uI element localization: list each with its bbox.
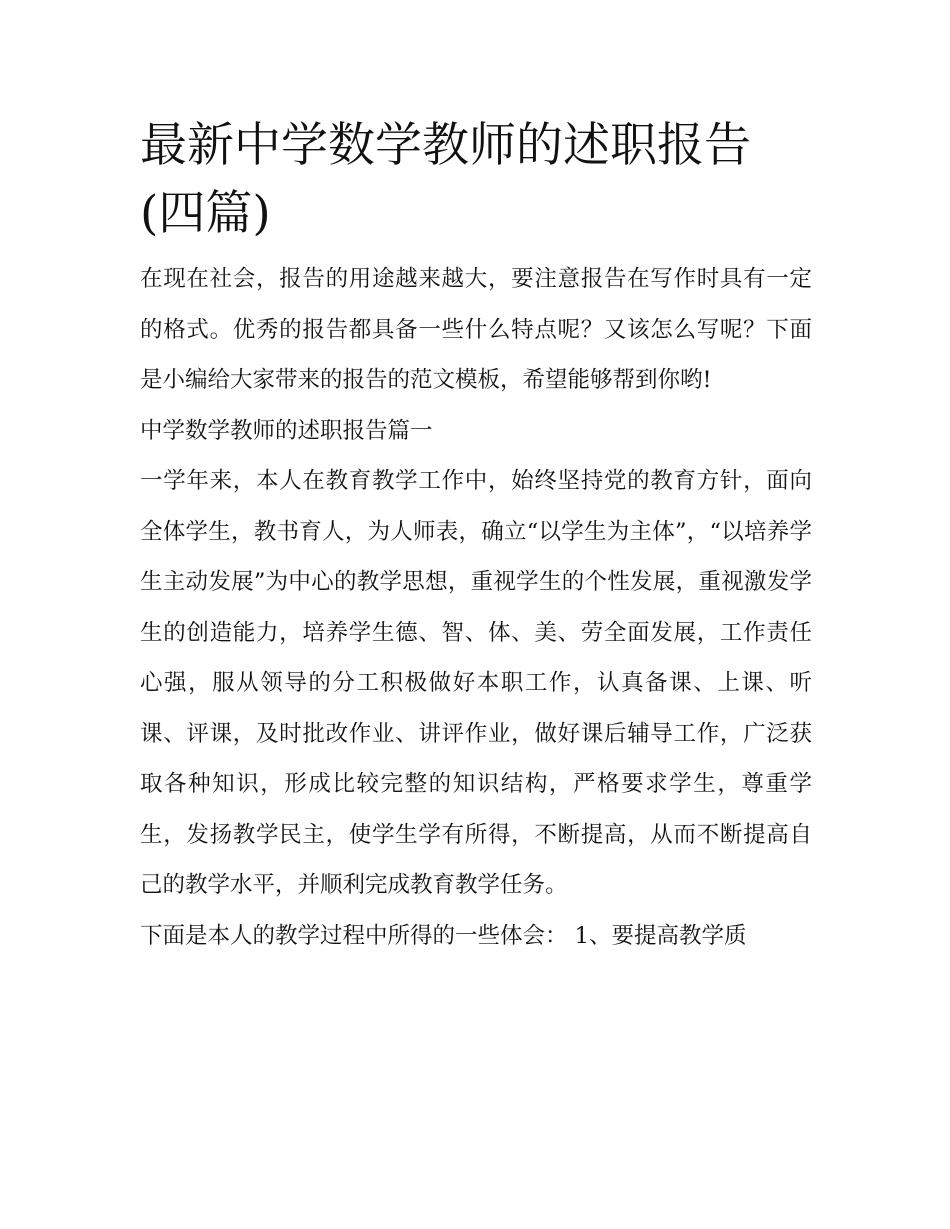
intro-paragraph: 在现在社会，报告的用途越来越大，要注意报告在写作时具有一定的格式。优秀的报告都具备一些什么特点呢？又该怎么写呢？下面是小编给大家带来的报告的范文模板，希望能够帮到你哟!: [140, 266, 812, 393]
document-title: 最新中学数学教师的述职报告(四篇): [140, 118, 751, 241]
body-paragraph-1: 一学年来，本人在教育教学工作中，始终坚持党的教育方针，面向全体学生，教书育人，为人师表，确立“以学生为主体”，“以培养学生主动发展”为中心的教学思想，重视学生的个性发展，重视激发学生的创造能力，培养学生德、智、体、美、劳全面发展，工作责任心强，服从领导的分工积极做好本职工作，认真备课、上课、听课、评课，及时批改作业、讲评作业，做好课后辅导工作，广泛获取各种知识，形成比较完整的知识结构，严格要求学生，尊重学生，发扬教学民主，使学生学有所得，不断提高，从而不断提高自己的教学水平，并顺利完成教育教学任务。: [140, 468, 812, 898]
document-body: [140, 254, 812, 961]
section-heading: 中学数学教师的述职报告篇一: [140, 417, 433, 444]
body-paragraph-2: 下面是本人的教学过程中所得的一些体会： 1、要提高教学质: [140, 922, 747, 949]
document-page: [140, 112, 812, 961]
